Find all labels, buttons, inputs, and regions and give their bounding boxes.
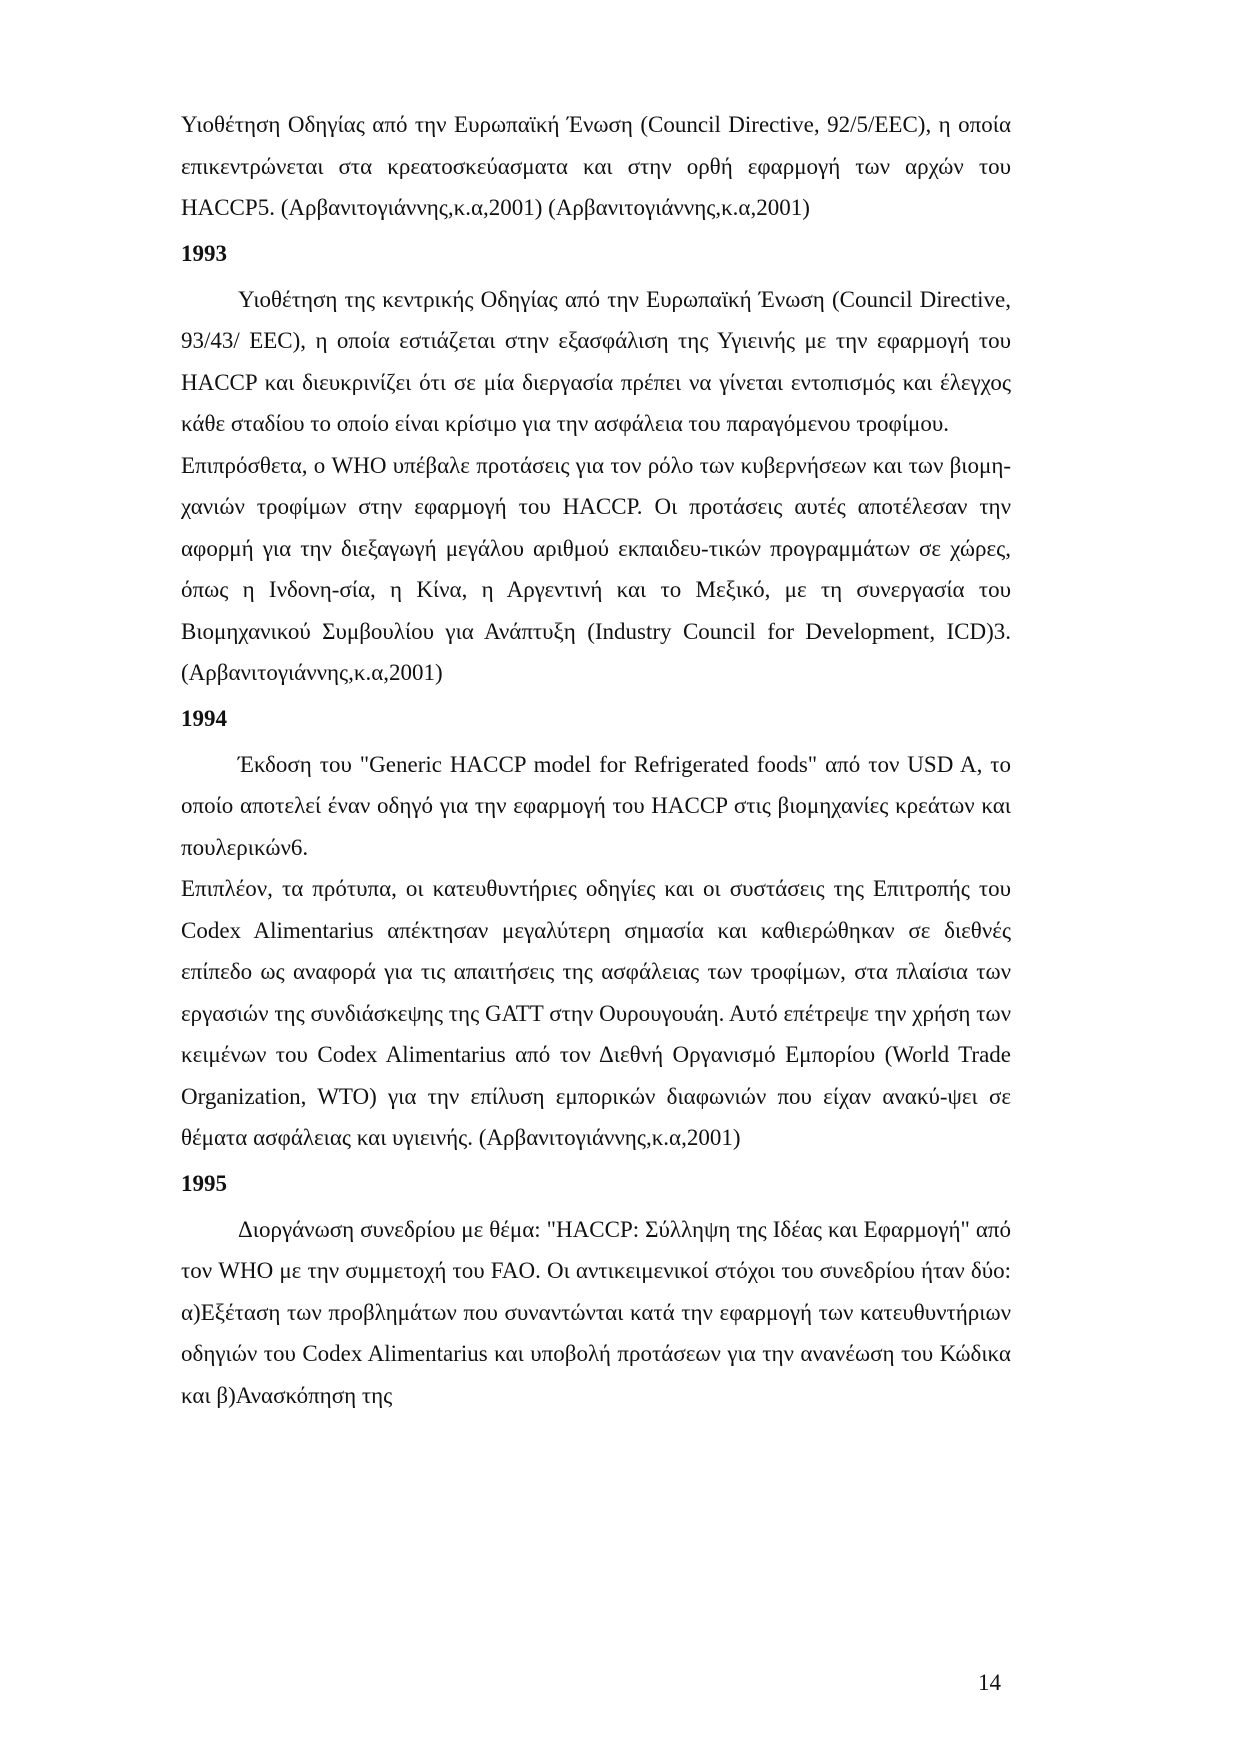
year-heading-1993: 1993 xyxy=(181,240,227,266)
page-number: 14 xyxy=(978,1670,1001,1695)
paragraph-who-conference: Διοργάνωση συνεδρίου με θέμα: "HACCP: Σύλληψη της Ιδέας και Εφαρμογή" από τον WHO με την συμμετοχή του FAO. Οι αντικειμενικοί στόχοι του συνεδρίου ήταν δύο: α)Εξέταση των προβλημάτων που συναντώνται κατά την εφαρμογή των κατευθυντήριων οδηγιών του Codex Alimentarius και υποβολή προτάσεων για την ανανέωση του Κώδικα και β)Ανασκόπηση της xyxy=(181,1216,1011,1408)
paragraph-codex-alimentarius: Επιπλέον, τα πρότυπα, οι κατευθυντήριες οδηγίες και οι συστάσεις της Επιτροπής του Codex Alimentarius απέκτησαν μεγαλύτερη σημασία και καθιερώθηκαν σε διεθνές επίπεδο ως αναφορά για τις απαιτήσεις της ασφάλειας των τροφίμων, στα πλαίσια των εργασιών της συνδιάσκεψης της GATT στην Ουρουγουάη. Αυτό επέτρεψε την χρήση των κειμένων του Codex Alimentarius από τον Διεθνή Οργανισμό Εμπορίου (World Trade Organization, WTO) για την επίλυση εμπορικών διαφωνιών που είχαν ανακύ-ψει σε θέματα ασφάλειας και υγιεινής. (Αρβανιτογιάννης,κ.α,2001) xyxy=(181,876,1011,1150)
paragraph-1993-directive: Υιοθέτηση της κεντρικής Οδηγίας από την Ευρωπαϊκή Ένωση (Council Directive, 93/43/ EEC), η οποία εστιάζεται στην εξασφάλιση της Υγιεινής με την εφαρμογή του HACCP και διευκρινίζει ότι σε μία διεργασία πρέπει να γίνεται εντοπισμός και έλεγχος κάθε σταδίου το οποίο είναι κρίσιμο για την ασφάλεια του παραγόμενου τροφίμου. xyxy=(181,286,1011,436)
year-heading-1995: 1995 xyxy=(181,1170,227,1196)
year-heading-1994: 1994 xyxy=(181,705,227,731)
paragraph-usda-model: Έκδοση του "Generic HACCP model for Refrigerated foods" από τον USD A, το οποίο αποτελεί έναν οδηγό για την εφαρμογή του HACCP στις βιομηχανίες κρεάτων και πουλερικών6. xyxy=(181,751,1011,860)
paragraph-1992-directive: Υιοθέτηση Οδηγίας από την Ευρωπαϊκή Ένωση (Council Directive, 92/5/EEC), η οποία επικεντρώνεται στα κρεατοσκεύασματα και στην ορθή εφαρμογή των αρχών του HACCP5. (Αρβανιτογιάννης,κ.α,2001) (Αρβανιτογιάννης,κ.α,2001) xyxy=(181,112,1011,220)
paragraph-who-proposals: Επιπρόσθετα, ο WHO υπέβαλε προτάσεις για τον ρόλο των κυβερνήσεων και των βιομη-χανιών τροφίμων στην εφαρμογή του HACCP. Οι προτάσεις αυτές αποτέλεσαν την αφορμή για την διεξαγωγή μεγάλου αριθμού εκπαιδευ-τικών προγραμμάτων σε χώρες, όπως η Ινδονη-σία, η Κίνα, η Αργεντινή και το Μεξικό, με τη συνεργασία του Βιομηχανικού Συμβουλίου για Ανάπτυξη (Industry Council for Development, ICD)3. (Αρβανιτογιάννης,κ.α,2001) xyxy=(181,452,1011,685)
page-body xyxy=(181,104,1011,1416)
